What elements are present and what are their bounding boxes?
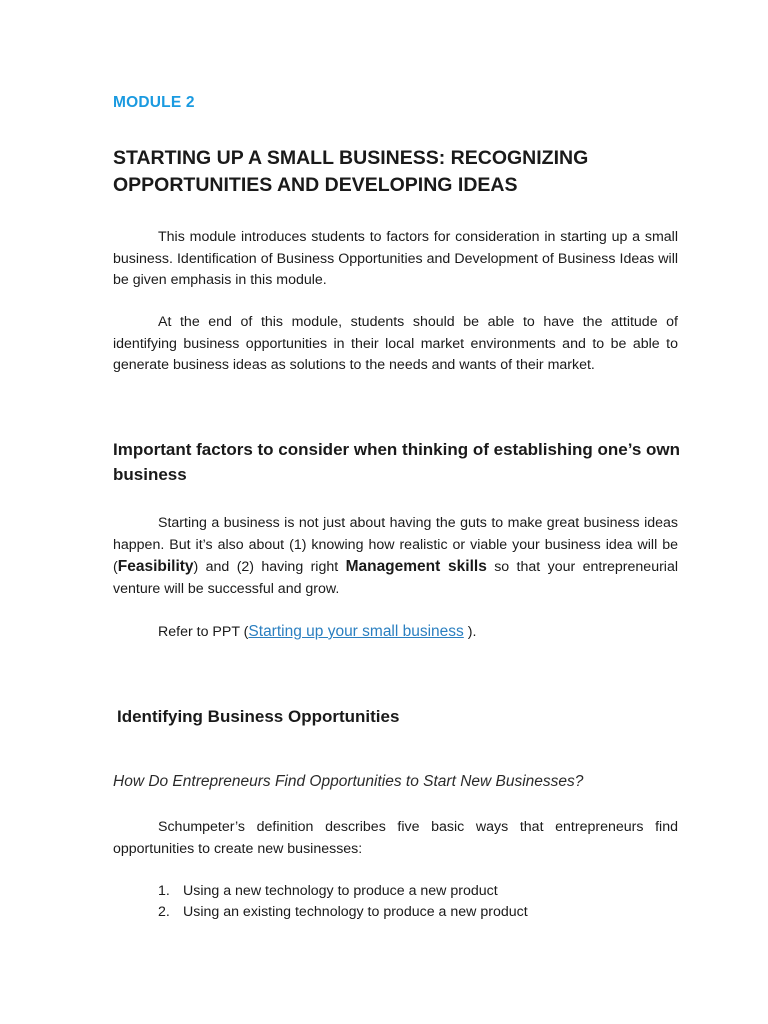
factors-paragraph [113, 513, 678, 600]
intro-paragraph-1: This module introduces students to factors for consideration in starting up a small business. Identification of Business Opportunities and Development of Business Ideas will be given emphasis in this module. [113, 229, 678, 288]
opportunities-list [113, 881, 528, 923]
list-item-number: 2. [158, 904, 170, 920]
list-item [113, 881, 528, 902]
management-skills-term: Management skills [345, 558, 487, 575]
list-item-text: Using an existing technology to produce a new product [183, 904, 528, 920]
factors-heading: Important factors to consider when thinking of establishing one’s own business [113, 440, 681, 484]
list-item [113, 902, 528, 923]
refer-prefix: Refer to PPT ( [158, 624, 249, 640]
refer-line [113, 621, 678, 644]
list-item-number: 1. [158, 883, 170, 899]
title-line-2: OPPORTUNITIES AND DEVELOPING IDEAS [113, 174, 518, 196]
list-item-text: Using a new technology to produce a new product [183, 883, 498, 899]
module-label: MODULE 2 [113, 94, 195, 111]
schumpeter-paragraph: Schumpeter’s definition describes five basic ways that entrepreneurs find opportunities to create new businesses: [113, 819, 678, 857]
factors-text-part1: Starting a business is not just about having the guts to make great business ideas happen. But it’s also about (1) knowing how realistic or viable your business idea will be ( [113, 515, 678, 575]
title-line-1: STARTING UP A SMALL BUSINESS: RECOGNIZING [113, 147, 589, 169]
opportunities-question: How Do Entrepreneurs Find Opportunities to Start New Businesses? [113, 773, 584, 790]
ppt-link[interactable]: Starting up your small business [248, 623, 464, 640]
refer-suffix: ). [463, 624, 477, 640]
feasibility-term: Feasibility [117, 558, 194, 575]
factors-text-part2: ) and (2) having right [193, 559, 346, 575]
opportunities-heading: Identifying Business Opportunities [117, 707, 400, 726]
intro-paragraph-2: At the end of this module, students should be able to have the attitude of identifying business opportunities in their local market environments and to be able to generate business ideas as solutions to the needs and wants of their market. [113, 314, 678, 373]
page-title [113, 145, 693, 199]
factors-text-part3: so that your entrepreneurial venture will be successful and grow. [113, 559, 679, 597]
